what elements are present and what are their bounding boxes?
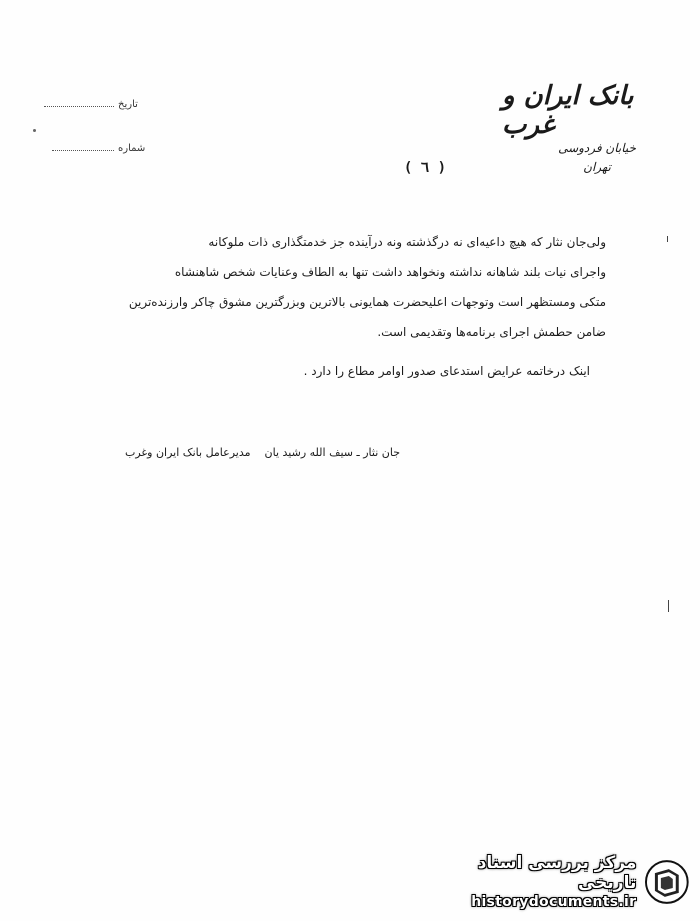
- body-line: متکی ومستظهر است وتوجهات اعلیحضرت همایونی بالاترین وبزرگترین مشوق چاکر وارزنده‌ترین: [128, 295, 606, 309]
- bank-name: بانک ایران و غرب: [502, 81, 634, 140]
- watermark-org-name: مرکز بررسی اسناد تاریخی: [477, 853, 637, 893]
- watermark-url: historydocuments.ir: [471, 893, 637, 910]
- date-label: تاریخ: [118, 99, 138, 110]
- scan-mark: [667, 236, 668, 242]
- date-blank: [44, 105, 114, 107]
- signature-block: [80, 446, 400, 459]
- watermark-logo-icon: [644, 859, 690, 905]
- scan-mark: [668, 600, 669, 612]
- signature-title: مدیرعامل بانک ایران وغرب: [124, 446, 251, 459]
- number-label: شماره: [118, 143, 146, 154]
- body-line: ضامن حطمش اجرای برنامه‌ها وتقدیمی است.: [377, 325, 606, 339]
- number-field: [52, 143, 145, 154]
- watermark: [415, 853, 690, 911]
- body-line: واجرای نیات بلند شاهانه نداشته ونخواهد داشت تنها به الطاف وعنایات شخص شاهنشاه: [174, 265, 606, 279]
- number-blank: [52, 149, 114, 151]
- watermark-text: [415, 854, 636, 909]
- page-number: ( ٦ ): [403, 160, 447, 176]
- letter-body: [70, 227, 606, 347]
- body-line: ولی‌جان نثار که هیچ داعیه‌ای نه درگذشته ونه درآینده جز خدمتگذاری ذات ملوکانه: [208, 235, 606, 249]
- letterhead: [502, 82, 672, 178]
- address-street: خیابان فردوسی: [558, 141, 636, 156]
- scan-speck: [33, 129, 36, 132]
- date-field: [44, 99, 138, 110]
- signature-name: جان نثار ـ سیف الله رشید یان: [264, 446, 400, 459]
- closing-line: اینک درخاتمه عرایض استدعای صدور اوامر مطاع را دارد .: [303, 364, 590, 378]
- address-city: تهران: [583, 160, 611, 175]
